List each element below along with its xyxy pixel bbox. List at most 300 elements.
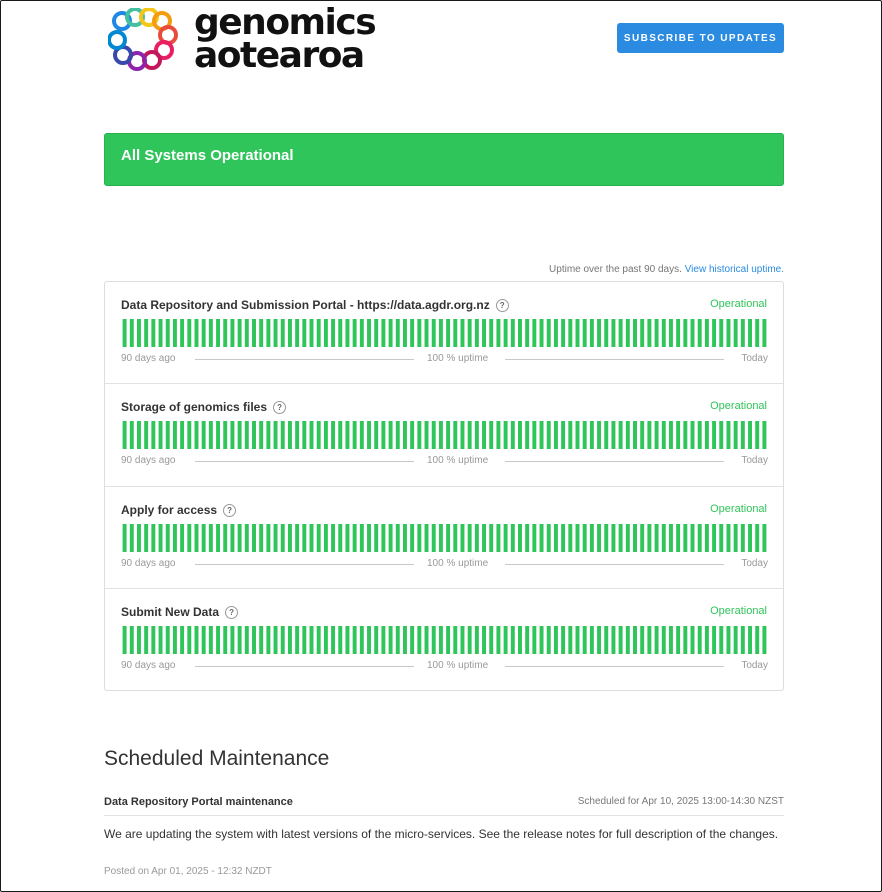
uptime-day-bar[interactable] <box>496 524 500 552</box>
uptime-day-bar[interactable] <box>489 319 493 347</box>
uptime-day-bar[interactable] <box>655 319 659 347</box>
uptime-day-bar[interactable] <box>381 319 385 347</box>
uptime-day-bar[interactable] <box>583 319 587 347</box>
uptime-day-bar[interactable] <box>475 421 479 449</box>
uptime-day-bar[interactable] <box>288 626 292 654</box>
uptime-day-bar[interactable] <box>345 421 349 449</box>
uptime-day-bar[interactable] <box>446 626 450 654</box>
uptime-day-bar[interactable] <box>640 319 644 347</box>
uptime-day-bar[interactable] <box>432 626 436 654</box>
uptime-day-bar[interactable] <box>353 319 357 347</box>
uptime-day-bar[interactable] <box>238 421 242 449</box>
uptime-day-bar[interactable] <box>187 626 191 654</box>
uptime-day-bar[interactable] <box>310 626 314 654</box>
uptime-day-bar[interactable] <box>604 626 608 654</box>
help-icon[interactable]: ? <box>273 401 286 414</box>
uptime-day-bar[interactable] <box>439 626 443 654</box>
uptime-day-bar[interactable] <box>202 626 206 654</box>
uptime-day-bar[interactable] <box>676 319 680 347</box>
uptime-day-bar[interactable] <box>238 626 242 654</box>
uptime-day-bar[interactable] <box>482 421 486 449</box>
uptime-day-bar[interactable] <box>504 524 508 552</box>
uptime-day-bar[interactable] <box>331 421 335 449</box>
uptime-day-bar[interactable] <box>173 626 177 654</box>
uptime-day-bar[interactable] <box>425 319 429 347</box>
uptime-day-bar[interactable] <box>453 421 457 449</box>
uptime-day-bar[interactable] <box>432 524 436 552</box>
uptime-day-bar[interactable] <box>123 626 127 654</box>
uptime-day-bar[interactable] <box>504 421 508 449</box>
uptime-day-bar[interactable] <box>173 421 177 449</box>
uptime-day-bar[interactable] <box>281 319 285 347</box>
uptime-day-bar[interactable] <box>597 421 601 449</box>
uptime-day-bar[interactable] <box>640 524 644 552</box>
uptime-day-bar[interactable] <box>209 626 213 654</box>
uptime-day-bar[interactable] <box>159 626 163 654</box>
uptime-day-bar[interactable] <box>295 626 299 654</box>
uptime-day-bar[interactable] <box>338 524 342 552</box>
uptime-day-bar[interactable] <box>561 626 565 654</box>
uptime-day-bar[interactable] <box>310 524 314 552</box>
uptime-day-bar[interactable] <box>647 524 651 552</box>
uptime-day-bar[interactable] <box>245 524 249 552</box>
uptime-day-bar[interactable] <box>453 319 457 347</box>
uptime-day-bar[interactable] <box>417 319 421 347</box>
uptime-day-bar[interactable] <box>576 421 580 449</box>
uptime-day-bar[interactable] <box>504 626 508 654</box>
uptime-day-bar[interactable] <box>223 524 227 552</box>
uptime-day-bar[interactable] <box>425 524 429 552</box>
uptime-day-bar[interactable] <box>640 626 644 654</box>
uptime-day-bar[interactable] <box>525 626 529 654</box>
subscribe-button[interactable]: SUBSCRIBE TO UPDATES <box>617 23 784 53</box>
uptime-day-bar[interactable] <box>317 319 321 347</box>
uptime-day-bar[interactable] <box>597 319 601 347</box>
uptime-day-bar[interactable] <box>202 319 206 347</box>
uptime-day-bar[interactable] <box>353 524 357 552</box>
uptime-day-bar[interactable] <box>144 626 148 654</box>
uptime-day-bar[interactable] <box>230 524 234 552</box>
uptime-day-bar[interactable] <box>410 524 414 552</box>
uptime-day-bar[interactable] <box>396 319 400 347</box>
uptime-day-bar[interactable] <box>374 524 378 552</box>
uptime-day-bar[interactable] <box>461 421 465 449</box>
uptime-day-bar[interactable] <box>259 626 263 654</box>
uptime-day-bar[interactable] <box>511 421 515 449</box>
uptime-day-bar[interactable] <box>425 421 429 449</box>
uptime-day-bar[interactable] <box>410 626 414 654</box>
uptime-day-bar[interactable] <box>604 421 608 449</box>
uptime-day-bar[interactable] <box>741 626 745 654</box>
uptime-day-bar[interactable] <box>360 626 364 654</box>
uptime-day-bar[interactable] <box>123 421 127 449</box>
uptime-day-bar[interactable] <box>719 626 723 654</box>
uptime-day-bar[interactable] <box>130 319 134 347</box>
uptime-day-bar[interactable] <box>540 421 544 449</box>
uptime-day-bar[interactable] <box>195 319 199 347</box>
uptime-day-bar[interactable] <box>417 421 421 449</box>
uptime-day-bar[interactable] <box>762 319 766 347</box>
uptime-day-bar[interactable] <box>698 319 702 347</box>
uptime-day-bar[interactable] <box>151 626 155 654</box>
uptime-day-bar[interactable] <box>345 524 349 552</box>
uptime-day-bar[interactable] <box>187 319 191 347</box>
uptime-day-bar[interactable] <box>633 319 637 347</box>
uptime-day-bar[interactable] <box>676 626 680 654</box>
uptime-day-bar[interactable] <box>611 626 615 654</box>
uptime-day-bar[interactable] <box>245 319 249 347</box>
uptime-day-bar[interactable] <box>583 421 587 449</box>
uptime-day-bar[interactable] <box>410 319 414 347</box>
uptime-day-bar[interactable] <box>511 524 515 552</box>
uptime-day-bar[interactable] <box>726 626 730 654</box>
uptime-day-bar[interactable] <box>439 319 443 347</box>
uptime-day-bar[interactable] <box>432 319 436 347</box>
uptime-day-bar[interactable] <box>230 626 234 654</box>
uptime-day-bar[interactable] <box>317 626 321 654</box>
uptime-day-bar[interactable] <box>662 524 666 552</box>
uptime-day-bar[interactable] <box>590 626 594 654</box>
uptime-day-bar[interactable] <box>453 524 457 552</box>
uptime-day-bar[interactable] <box>719 421 723 449</box>
uptime-day-bar[interactable] <box>461 524 465 552</box>
uptime-day-bar[interactable] <box>619 319 623 347</box>
uptime-day-bar[interactable] <box>367 421 371 449</box>
uptime-day-bar[interactable] <box>259 319 263 347</box>
uptime-day-bar[interactable] <box>223 421 227 449</box>
uptime-day-bar[interactable] <box>403 626 407 654</box>
uptime-day-bar[interactable] <box>590 421 594 449</box>
uptime-day-bar[interactable] <box>576 626 580 654</box>
uptime-day-bar[interactable] <box>187 524 191 552</box>
uptime-day-bar[interactable] <box>705 626 709 654</box>
uptime-day-bar[interactable] <box>554 524 558 552</box>
uptime-day-bar[interactable] <box>755 421 759 449</box>
uptime-day-bar[interactable] <box>403 421 407 449</box>
uptime-day-bar[interactable] <box>439 524 443 552</box>
uptime-day-bar[interactable] <box>705 319 709 347</box>
uptime-day-bar[interactable] <box>166 626 170 654</box>
uptime-day-bar[interactable] <box>281 421 285 449</box>
uptime-day-bar[interactable] <box>130 626 134 654</box>
uptime-day-bar[interactable] <box>144 524 148 552</box>
uptime-day-bar[interactable] <box>360 421 364 449</box>
uptime-day-bar[interactable] <box>518 626 522 654</box>
uptime-day-bar[interactable] <box>252 626 256 654</box>
uptime-day-bar[interactable] <box>547 626 551 654</box>
uptime-day-bar[interactable] <box>525 524 529 552</box>
uptime-day-bar[interactable] <box>389 626 393 654</box>
uptime-day-bar[interactable] <box>216 319 220 347</box>
uptime-day-bar[interactable] <box>324 524 328 552</box>
maintenance-title-link[interactable]: Data Repository Portal maintenance <box>104 796 293 808</box>
uptime-day-bar[interactable] <box>741 524 745 552</box>
uptime-day-bar[interactable] <box>719 319 723 347</box>
uptime-day-bar[interactable] <box>274 421 278 449</box>
uptime-day-bar[interactable] <box>446 421 450 449</box>
uptime-day-bar[interactable] <box>741 319 745 347</box>
uptime-day-bar[interactable] <box>597 524 601 552</box>
uptime-day-bar[interactable] <box>748 319 752 347</box>
uptime-day-bar[interactable] <box>180 319 184 347</box>
uptime-day-bar[interactable] <box>540 626 544 654</box>
uptime-day-bar[interactable] <box>288 421 292 449</box>
uptime-day-bar[interactable] <box>489 524 493 552</box>
uptime-day-bar[interactable] <box>734 421 738 449</box>
uptime-day-bar[interactable] <box>726 421 730 449</box>
uptime-day-bar[interactable] <box>626 524 630 552</box>
uptime-day-bar[interactable] <box>626 626 630 654</box>
uptime-day-bar[interactable] <box>590 524 594 552</box>
uptime-day-bar[interactable] <box>496 319 500 347</box>
uptime-day-bar[interactable] <box>633 524 637 552</box>
uptime-day-bar[interactable] <box>532 626 536 654</box>
uptime-day-bar[interactable] <box>461 319 465 347</box>
uptime-day-bar[interactable] <box>683 626 687 654</box>
uptime-day-bar[interactable] <box>597 626 601 654</box>
uptime-day-bar[interactable] <box>324 626 328 654</box>
uptime-day-bar[interactable] <box>748 626 752 654</box>
uptime-day-bar[interactable] <box>353 626 357 654</box>
uptime-day-bar[interactable] <box>151 524 155 552</box>
help-icon[interactable]: ? <box>225 606 238 619</box>
uptime-day-bar[interactable] <box>540 319 544 347</box>
uptime-day-bar[interactable] <box>619 421 623 449</box>
uptime-day-bar[interactable] <box>295 319 299 347</box>
uptime-day-bar[interactable] <box>295 524 299 552</box>
uptime-day-bar[interactable] <box>159 421 163 449</box>
uptime-day-bar[interactable] <box>633 626 637 654</box>
uptime-day-bar[interactable] <box>295 421 299 449</box>
uptime-day-bar[interactable] <box>288 524 292 552</box>
uptime-day-bar[interactable] <box>159 319 163 347</box>
uptime-day-bar[interactable] <box>762 524 766 552</box>
uptime-day-bar[interactable] <box>496 626 500 654</box>
uptime-day-bar[interactable] <box>345 319 349 347</box>
uptime-day-bar[interactable] <box>345 626 349 654</box>
uptime-day-bar[interactable] <box>266 626 270 654</box>
uptime-day-bar[interactable] <box>604 524 608 552</box>
uptime-day-bar[interactable] <box>482 524 486 552</box>
uptime-day-bar[interactable] <box>310 319 314 347</box>
uptime-day-bar[interactable] <box>554 319 558 347</box>
uptime-day-bar[interactable] <box>705 524 709 552</box>
uptime-day-bar[interactable] <box>489 421 493 449</box>
uptime-day-bar[interactable] <box>187 421 191 449</box>
uptime-day-bar[interactable] <box>367 524 371 552</box>
uptime-day-bar[interactable] <box>511 626 515 654</box>
uptime-day-bar[interactable] <box>432 421 436 449</box>
uptime-day-bar[interactable] <box>151 421 155 449</box>
uptime-day-bar[interactable] <box>324 319 328 347</box>
uptime-day-bar[interactable] <box>683 524 687 552</box>
uptime-day-bar[interactable] <box>238 319 242 347</box>
uptime-day-bar[interactable] <box>381 626 385 654</box>
uptime-day-bar[interactable] <box>302 524 306 552</box>
uptime-day-bar[interactable] <box>266 319 270 347</box>
uptime-day-bar[interactable] <box>691 626 695 654</box>
uptime-day-bar[interactable] <box>755 319 759 347</box>
uptime-day-bar[interactable] <box>489 626 493 654</box>
uptime-day-bar[interactable] <box>209 421 213 449</box>
uptime-day-bar[interactable] <box>252 421 256 449</box>
uptime-day-bar[interactable] <box>734 524 738 552</box>
uptime-day-bar[interactable] <box>719 524 723 552</box>
uptime-day-bar[interactable] <box>762 626 766 654</box>
uptime-day-bar[interactable] <box>691 524 695 552</box>
uptime-day-bar[interactable] <box>568 626 572 654</box>
uptime-day-bar[interactable] <box>475 524 479 552</box>
uptime-day-bar[interactable] <box>518 421 522 449</box>
uptime-day-bar[interactable] <box>662 626 666 654</box>
uptime-day-bar[interactable] <box>712 524 716 552</box>
uptime-day-bar[interactable] <box>518 319 522 347</box>
uptime-day-bar[interactable] <box>662 319 666 347</box>
uptime-day-bar[interactable] <box>137 421 141 449</box>
uptime-day-bar[interactable] <box>554 421 558 449</box>
uptime-day-bar[interactable] <box>604 319 608 347</box>
uptime-day-bar[interactable] <box>647 319 651 347</box>
uptime-day-bar[interactable] <box>389 524 393 552</box>
uptime-day-bar[interactable] <box>683 319 687 347</box>
uptime-day-bar[interactable] <box>676 421 680 449</box>
uptime-day-bar[interactable] <box>482 319 486 347</box>
uptime-day-bar[interactable] <box>367 319 371 347</box>
uptime-day-bar[interactable] <box>281 524 285 552</box>
uptime-day-bar[interactable] <box>266 524 270 552</box>
uptime-day-bar[interactable] <box>317 524 321 552</box>
uptime-day-bar[interactable] <box>741 421 745 449</box>
uptime-day-bar[interactable] <box>655 421 659 449</box>
uptime-day-bar[interactable] <box>123 524 127 552</box>
uptime-day-bar[interactable] <box>712 421 716 449</box>
uptime-day-bar[interactable] <box>547 319 551 347</box>
help-icon[interactable]: ? <box>223 504 236 517</box>
uptime-day-bar[interactable] <box>568 524 572 552</box>
uptime-day-bar[interactable] <box>669 524 673 552</box>
uptime-day-bar[interactable] <box>655 626 659 654</box>
uptime-day-bar[interactable] <box>259 421 263 449</box>
uptime-day-bar[interactable] <box>180 626 184 654</box>
uptime-day-bar[interactable] <box>468 421 472 449</box>
uptime-day-bar[interactable] <box>669 319 673 347</box>
uptime-day-bar[interactable] <box>647 626 651 654</box>
uptime-day-bar[interactable] <box>619 626 623 654</box>
uptime-day-bar[interactable] <box>331 626 335 654</box>
uptime-day-bar[interactable] <box>274 626 278 654</box>
uptime-day-bar[interactable] <box>353 421 357 449</box>
uptime-day-bar[interactable] <box>230 319 234 347</box>
uptime-day-bar[interactable] <box>202 524 206 552</box>
uptime-day-bar[interactable] <box>137 319 141 347</box>
uptime-day-bar[interactable] <box>302 319 306 347</box>
uptime-day-bar[interactable] <box>755 626 759 654</box>
uptime-day-bar[interactable] <box>360 319 364 347</box>
uptime-day-bar[interactable] <box>525 319 529 347</box>
uptime-day-bar[interactable] <box>216 524 220 552</box>
uptime-day-bar[interactable] <box>611 524 615 552</box>
uptime-day-bar[interactable] <box>561 319 565 347</box>
uptime-day-bar[interactable] <box>245 626 249 654</box>
uptime-day-bar[interactable] <box>568 319 572 347</box>
uptime-day-bar[interactable] <box>259 524 263 552</box>
uptime-day-bar[interactable] <box>417 626 421 654</box>
uptime-day-bar[interactable] <box>245 421 249 449</box>
uptime-day-bar[interactable] <box>381 524 385 552</box>
uptime-day-bar[interactable] <box>216 421 220 449</box>
uptime-day-bar[interactable] <box>195 524 199 552</box>
uptime-day-bar[interactable] <box>712 626 716 654</box>
uptime-day-bar[interactable] <box>662 421 666 449</box>
uptime-day-bar[interactable] <box>647 421 651 449</box>
uptime-day-bar[interactable] <box>576 319 580 347</box>
uptime-day-bar[interactable] <box>554 626 558 654</box>
uptime-day-bar[interactable] <box>475 319 479 347</box>
uptime-day-bar[interactable] <box>468 319 472 347</box>
uptime-day-bar[interactable] <box>137 524 141 552</box>
uptime-day-bar[interactable] <box>389 421 393 449</box>
uptime-day-bar[interactable] <box>302 421 306 449</box>
uptime-day-bar[interactable] <box>583 626 587 654</box>
uptime-day-bar[interactable] <box>396 421 400 449</box>
uptime-day-bar[interactable] <box>310 421 314 449</box>
uptime-day-bar[interactable] <box>389 319 393 347</box>
historical-uptime-link[interactable]: View historical uptime. <box>684 264 784 275</box>
uptime-day-bar[interactable] <box>561 524 565 552</box>
uptime-day-bar[interactable] <box>626 421 630 449</box>
uptime-day-bar[interactable] <box>396 626 400 654</box>
uptime-day-bar[interactable] <box>698 524 702 552</box>
uptime-day-bar[interactable] <box>317 421 321 449</box>
uptime-day-bar[interactable] <box>468 626 472 654</box>
uptime-day-bar[interactable] <box>626 319 630 347</box>
uptime-day-bar[interactable] <box>274 319 278 347</box>
uptime-day-bar[interactable] <box>223 626 227 654</box>
uptime-day-bar[interactable] <box>755 524 759 552</box>
uptime-day-bar[interactable] <box>374 626 378 654</box>
uptime-day-bar[interactable] <box>453 626 457 654</box>
uptime-day-bar[interactable] <box>331 319 335 347</box>
uptime-day-bar[interactable] <box>123 319 127 347</box>
uptime-day-bar[interactable] <box>159 524 163 552</box>
uptime-day-bar[interactable] <box>532 524 536 552</box>
uptime-day-bar[interactable] <box>137 626 141 654</box>
uptime-day-bar[interactable] <box>619 524 623 552</box>
uptime-day-bar[interactable] <box>144 421 148 449</box>
uptime-day-bar[interactable] <box>223 319 227 347</box>
uptime-day-bar[interactable] <box>151 319 155 347</box>
uptime-day-bar[interactable] <box>611 421 615 449</box>
uptime-day-bar[interactable] <box>338 626 342 654</box>
uptime-day-bar[interactable] <box>360 524 364 552</box>
uptime-day-bar[interactable] <box>698 626 702 654</box>
uptime-day-bar[interactable] <box>281 626 285 654</box>
uptime-day-bar[interactable] <box>130 524 134 552</box>
uptime-day-bar[interactable] <box>252 319 256 347</box>
uptime-day-bar[interactable] <box>417 524 421 552</box>
uptime-day-bar[interactable] <box>180 421 184 449</box>
uptime-day-bar[interactable] <box>461 626 465 654</box>
uptime-day-bar[interactable] <box>202 421 206 449</box>
uptime-day-bar[interactable] <box>691 319 695 347</box>
uptime-day-bar[interactable] <box>425 626 429 654</box>
uptime-day-bar[interactable] <box>525 421 529 449</box>
uptime-day-bar[interactable] <box>195 626 199 654</box>
uptime-day-bar[interactable] <box>410 421 414 449</box>
uptime-day-bar[interactable] <box>209 319 213 347</box>
uptime-day-bar[interactable] <box>475 626 479 654</box>
uptime-day-bar[interactable] <box>547 421 551 449</box>
